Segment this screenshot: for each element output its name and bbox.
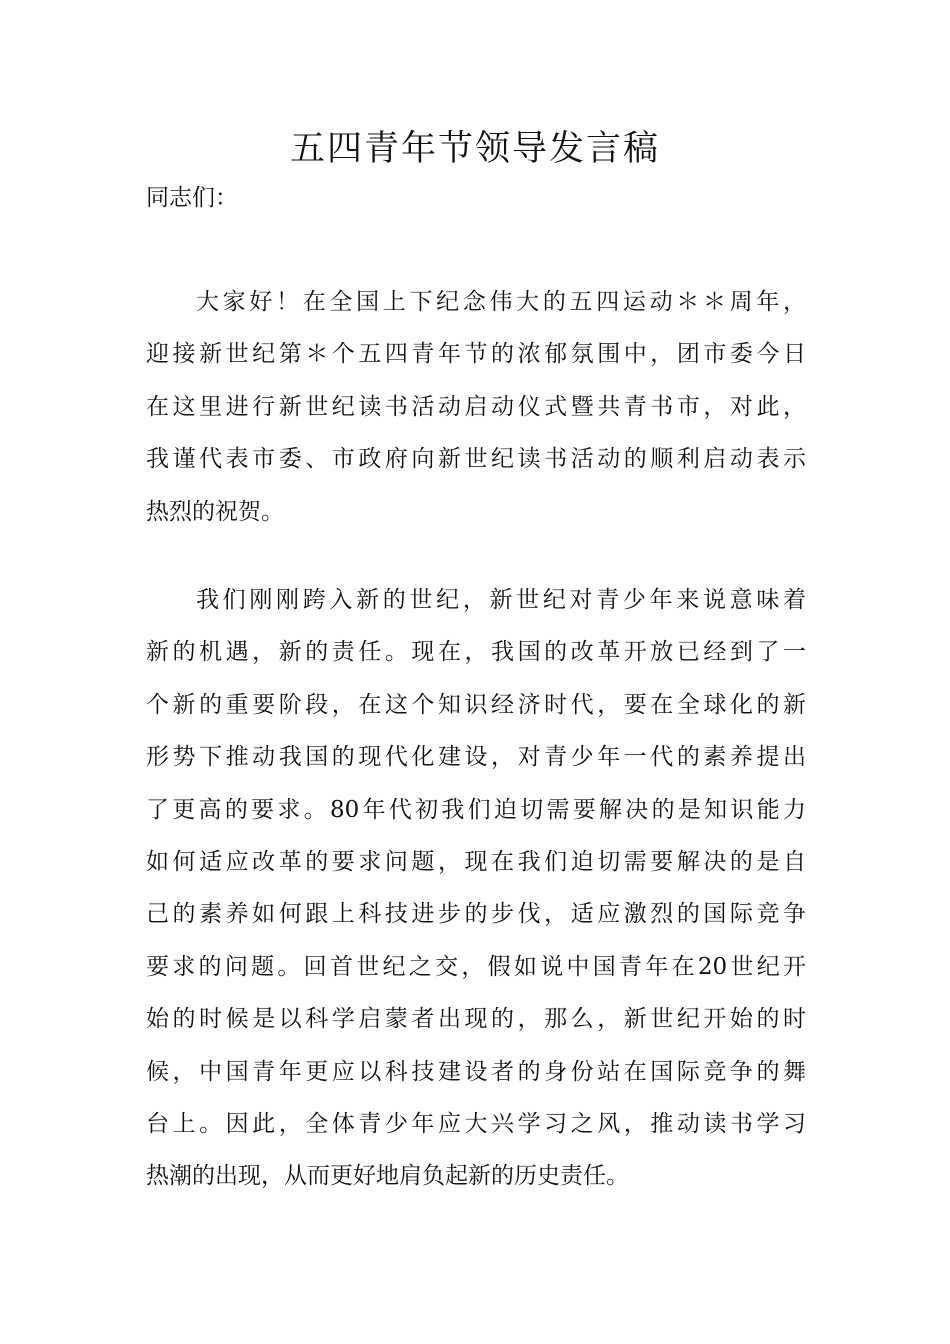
paragraph-new-century: [146, 574, 806, 1203]
paragraph-line: 台上。因此，全体青少年应大兴学习之风，推动读书学习: [146, 1110, 806, 1137]
paragraph-line: 候，中国青年更应以科技建设者的身份站在国际竞争的舞: [146, 1058, 806, 1085]
paragraph-line: 热潮的出现，从而更好地肩负起新的历史责任。: [146, 1163, 629, 1190]
paragraph-line: 大家好！在全国上下纪念伟大的五四运动＊＊周年，: [196, 289, 806, 315]
paragraph-line: 要求的问题。回首世纪之交，假如说中国青年在20世纪开: [146, 953, 806, 980]
paragraph-line: 形势下推动我国的现代化建设，对青少年一代的素养提出: [146, 744, 806, 771]
paragraph-line: 己的素养如何跟上科技进步的步伐，适应激烈的国际竞争: [146, 901, 806, 928]
paragraph-line: 如何适应改革的要求问题，现在我们迫切需要解决的是自: [146, 848, 806, 875]
paragraph-greeting: [146, 276, 806, 538]
paragraph-line: 迎接新世纪第＊个五四青年节的浓郁氛围中，团市委今日: [146, 341, 806, 368]
paragraph-line: 了更高的要求。80年代初我们迫切需要解决的是知识能力: [146, 796, 806, 823]
paragraph-line: 个新的重要阶段，在这个知识经济时代，要在全球化的新: [146, 691, 806, 718]
document-title: 五四青年节领导发言稿: [289, 129, 660, 169]
paragraph-line: 热烈的祝贺。: [146, 498, 284, 525]
paragraph-line: 在这里进行新世纪读书活动启动仪式暨共青书市，对此，: [146, 393, 806, 420]
paragraph-line: 始的时候是以科学启蒙者出现的，那么，新世纪开始的时: [146, 1006, 806, 1033]
paragraph-line: 我们刚刚跨入新的世纪，新世纪对青少年来说意味着: [196, 587, 806, 613]
paragraph-line: 我谨代表市委、市政府向新世纪读书活动的顺利启动表示: [146, 446, 806, 473]
paragraph-line: 新的机遇，新的责任。现在，我国的改革开放已经到了一: [146, 639, 806, 666]
salutation: 同志们：: [146, 185, 238, 211]
